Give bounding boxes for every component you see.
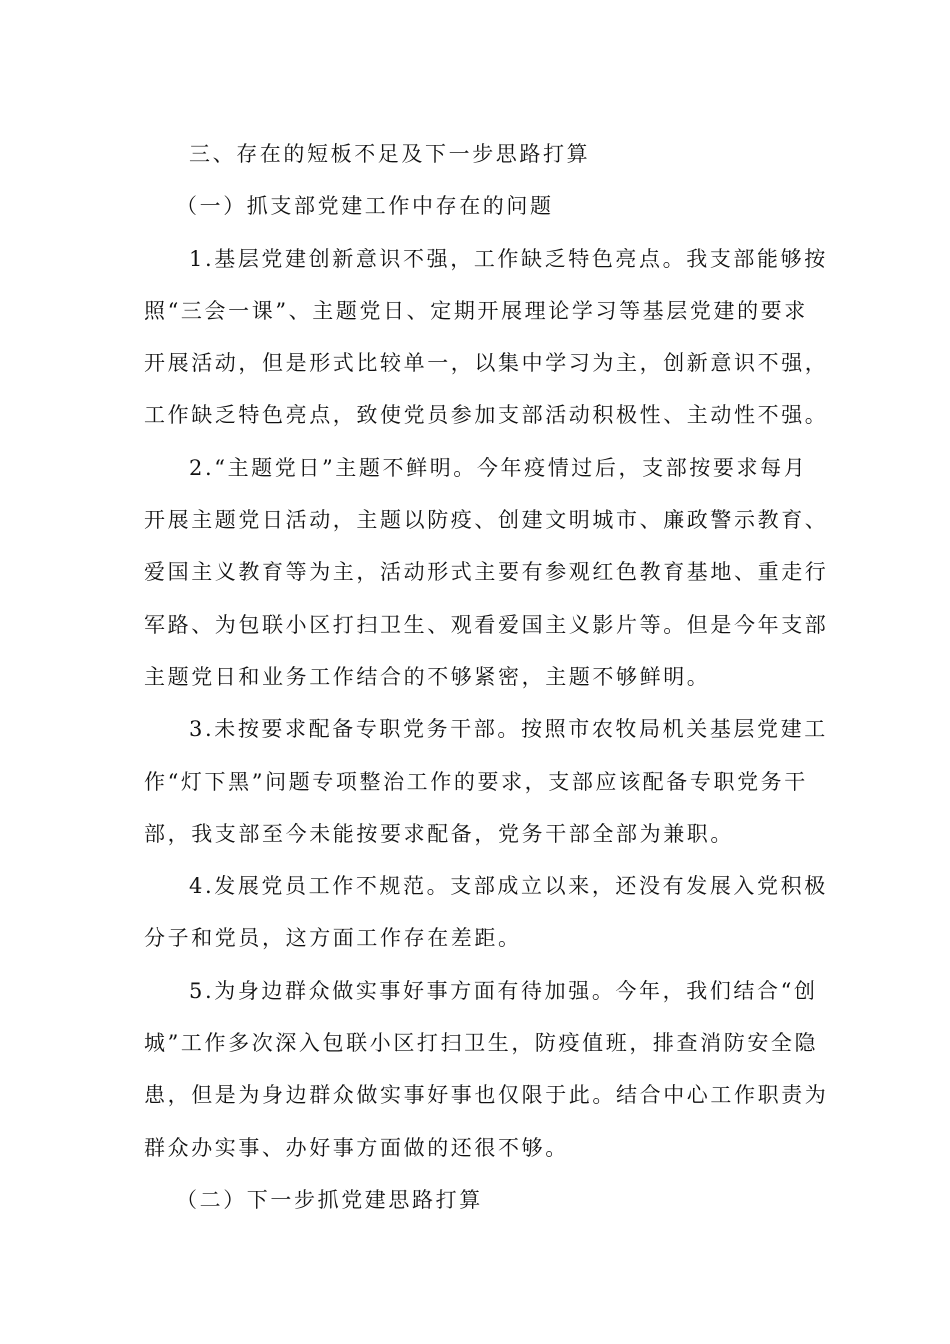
paragraph-line: 作“灯下黑”问题专项整治工作的要求，支部应该配备专职党务干	[144, 769, 808, 794]
paragraph-item-4	[144, 860, 828, 965]
document-body	[144, 128, 829, 1226]
paragraph-line: 患，但是为身边群众做实事好事也仅限于此。结合中心工作职责为	[144, 1083, 829, 1108]
paragraph-line: 4.发展党员工作不规范。支部成立以来，还没有发展入党积极	[189, 874, 828, 899]
paragraph-line: 照“三会一课”、主题党日、定期开展理论学习等基层党建的要求	[144, 298, 808, 323]
paragraph-line: 开展活动，但是形式比较单一，以集中学习为主，创新意识不强，	[144, 351, 829, 376]
paragraph-line: 主题党日和业务工作结合的不够紧密，主题不够鲜明。	[144, 664, 711, 689]
paragraph-item-3	[144, 703, 828, 860]
paragraph-line: 5.为身边群众做实事好事方面有待加强。今年，我们结合“创	[189, 978, 818, 1003]
paragraph-line: 城”工作多次深入包联小区打扫卫生，防疫值班，排查消防安全隐	[144, 1031, 819, 1056]
paragraph-line: 军路、为包联小区打扫卫生、观看爱国主义影片等。但是今年支部	[144, 612, 829, 637]
subsection-heading-problems: （一）抓支部党建工作中存在的问题	[176, 194, 554, 219]
paragraph-line: 1.基层党建创新意识不强，工作缺乏特色亮点。我支部能够按	[189, 246, 828, 271]
paragraph-item-2	[144, 442, 829, 703]
paragraph-line: 开展主题党日活动，主题以防疫、创建文明城市、廉政警示教育、	[144, 508, 829, 533]
paragraph-line: 爱国主义教育等为主，活动形式主要有参观红色教育基地、重走行	[144, 560, 829, 585]
paragraph-line: 工作缺乏特色亮点，致使党员参加支部活动积极性、主动性不强。	[144, 403, 829, 428]
paragraph-item-1	[144, 233, 829, 442]
paragraph-line: 3.未按要求配备专职党务干部。按照市农牧局机关基层党建工	[189, 717, 828, 742]
paragraph-line: 群众办实事、办好事方面做的还很不够。	[144, 1135, 569, 1160]
section-heading: 三、存在的短板不足及下一步思路打算	[189, 142, 591, 166]
subsection-heading-next-steps: （二）下一步抓党建思路打算	[176, 1187, 483, 1212]
paragraph-line: 部，我支部至今未能按要求配备，党务干部全部为兼职。	[144, 821, 734, 846]
paragraph-line: 分子和党员，这方面工作存在差距。	[144, 926, 522, 951]
paragraph-line: 2.“主题党日”主题不鲜明。今年疫情过后，支部按要求每月	[189, 455, 808, 480]
paragraph-item-5	[144, 965, 829, 1174]
